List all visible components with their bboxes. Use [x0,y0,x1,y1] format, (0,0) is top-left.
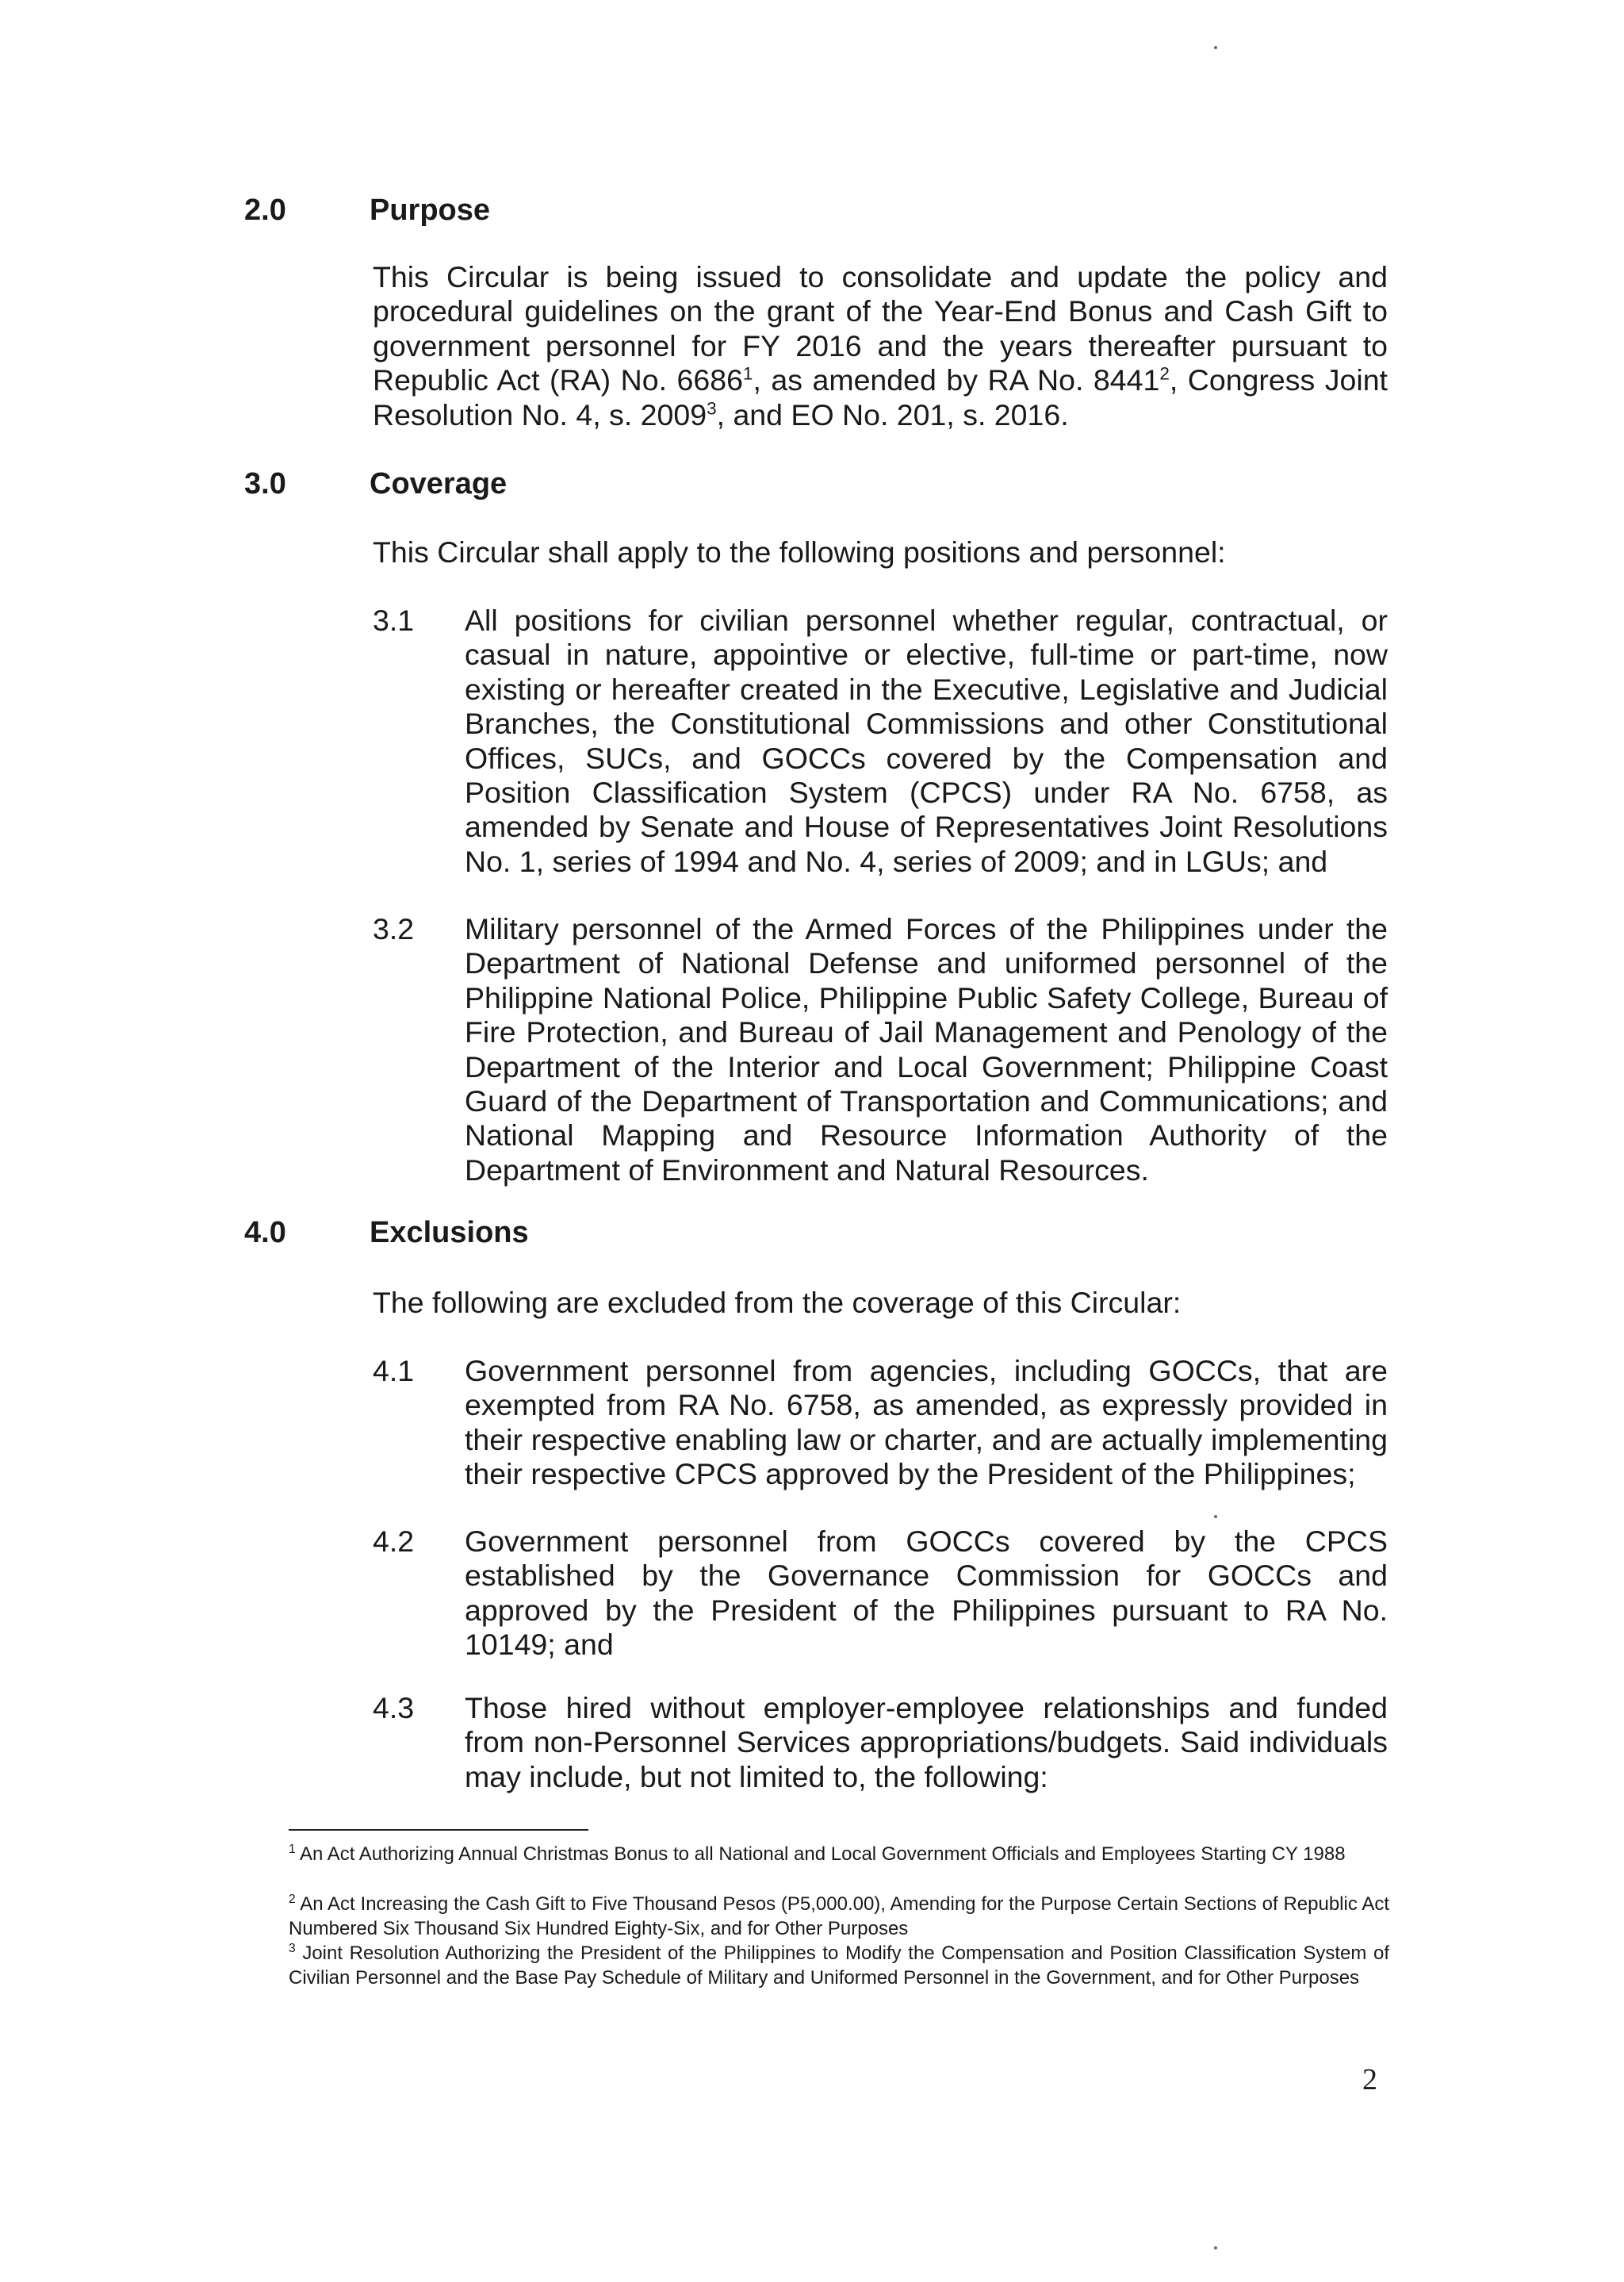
footnote-1 [289,1843,1389,1867]
footnote-mark: 3 [289,1942,296,1955]
page-number: 2 [1362,2063,1377,2096]
footnote-3 [289,1942,1389,1990]
section-number-coverage: 3.0 [244,467,286,501]
coverage-item-number: 3.1 [373,604,415,637]
coverage-item-text: Military personnel of the Armed Forces of the Philippines under the Department of National Defense and uniformed personnel of the Philippine National Police, Philippine Public Safety College, Bureau of Fire Protection, and Bureau of Jail Management and Penology of the Department of the Interior and Local Government; Philippine Coast Guard of the Department of Transportation and Communications; and National Mapping and Resource Information Authority of the Department of Environment and Natural Resources. [465,912,1388,1187]
coverage-item-text: All positions for civilian personnel whether regular, contractual, or casual in nature, appointive or elective, full-time or part-time, now existing or hereafter created in the Executive, Legislative and Judicial Branches, the Constitutional Commissions and other Constitutional Offices, SUCs, and GOCCs covered by the Compensation and Position Classification System (CPCS) under RA No. 6758, as amended by Senate and House of Representatives Joint Resolutions No. 1, series of 1994 and No. 4, series of 2009; and in LGUs; and [465,604,1388,878]
footnote-separator [289,1829,588,1831]
footnote-text: An Act Authorizing Annual Christmas Bonus to all National and Local Government Officials and Employees Starting CY 1988 [300,1843,1346,1865]
exclusion-item-text: Government personnel from GOCCs covered by the CPCS established by the Governance Commission for GOCCs and approved by the President of the Philippines pursuant to RA No. 10149; and [465,1525,1388,1662]
exclusion-item-number: 4.2 [373,1525,415,1558]
footnote-mark: 2 [289,1893,296,1906]
section-number-exclusions: 4.0 [244,1216,286,1249]
exclusion-item-text: Government personnel from agencies, including GOCCs, that are exempted from RA No. 6758, as amended, as expressly provided in their respective enabling law or charter, and are actually implementing their respective CPCS approved by the President of the Philippines; [465,1354,1388,1491]
exclusion-item-number: 4.3 [373,1691,415,1724]
footnote-ref-1[interactable]: 1 [742,363,753,384]
footnote-ref-2[interactable]: 2 [1159,363,1170,384]
section-title-exclusions: Exclusions [370,1216,529,1249]
exclusion-item-number: 4.1 [373,1354,415,1387]
footnote-mark: 1 [289,1843,296,1856]
footnote-2 [289,1893,1389,1941]
section-title-purpose: Purpose [370,194,491,227]
footnote-text: Joint Resolution Authorizing the President of the Philippines to Modify the Compensation and Position Classification System of Civilian Personnel and the Base Pay Schedule of Military and Uniformed Personnel in the Government, and for Other Purposes [289,1943,1389,1989]
section-number-purpose: 2.0 [244,194,286,227]
section-title-coverage: Coverage [370,467,508,501]
scan-speck [1214,46,1217,49]
scan-speck [1214,1515,1217,1518]
exclusion-item-text: Those hired without employer-employee relationships and funded from non-Personnel Services appropriations/budgets. Said individuals may include, but not limited to, the following: [465,1691,1388,1793]
footnote-ref-3[interactable]: 3 [707,398,717,419]
exclusions-intro: The following are excluded from the coverage of this Circular: [373,1286,1182,1319]
coverage-item-number: 3.2 [373,912,415,945]
coverage-intro: This Circular shall apply to the following positions and personnel: [373,535,1226,569]
footnote-text: An Act Increasing the Cash Gift to Five Thousand Pesos (P5,000.00), Amending for the Purpose Certain Sections of Republic Act Numbered Six Thousand Six Hundred Eighty-Six, and for Other Purposes [289,1893,1389,1939]
purpose-paragraph: This Circular is being issued to consolidate and update the policy and procedural guidelines on the grant of the Year-End Bonus and Cash Gift to government personnel for FY 2016 and the years thereafter pursuant to Republic Act (RA) No. 6686$^1$, as amended by RA No. 8441$^2$, Congress Joint Resolution No. 4, s. 2009$^3$, and EO No. 201, s. 2016. [373,260,1388,431]
scan-speck [1214,2246,1217,2249]
